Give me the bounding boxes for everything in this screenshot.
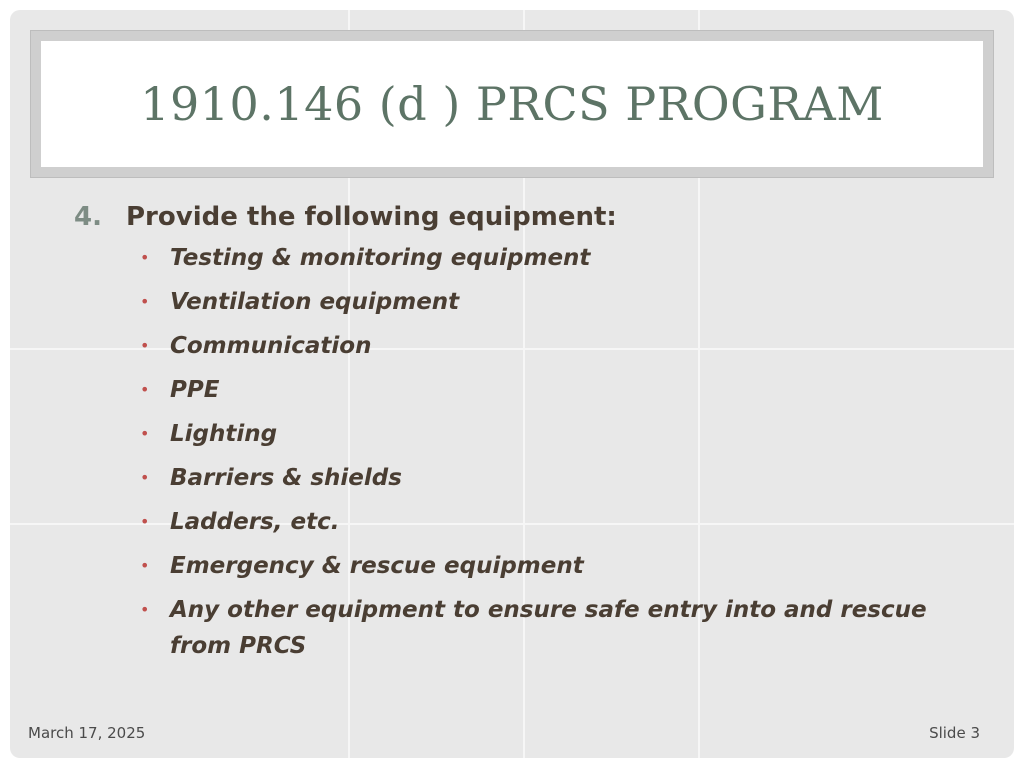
list-item (140, 328, 954, 364)
list-item-text: Any other equipment to ensure safe entry into and rescue from PRCS (170, 597, 927, 659)
list-item (140, 548, 954, 584)
footer-date: March 17, 2025 (28, 724, 146, 742)
bullet-icon: • (140, 556, 150, 575)
title-box (41, 41, 983, 167)
bullet-icon: • (140, 248, 150, 267)
list-item-text: PPE (170, 377, 220, 403)
bullet-icon: • (140, 292, 150, 311)
list-item (140, 504, 954, 540)
bullet-icon: • (140, 600, 150, 619)
list-item-text: Emergency & rescue equipment (170, 553, 584, 579)
list-item-text: Testing & monitoring equipment (170, 245, 591, 271)
title-frame (30, 30, 994, 178)
list-item (140, 460, 954, 496)
bullet-icon: • (140, 512, 150, 531)
list-item-text: Ladders, etc. (170, 509, 340, 535)
list-item (140, 372, 954, 408)
list-item (140, 592, 954, 664)
slide-number: Slide 3 (929, 724, 980, 742)
bullet-icon: • (140, 468, 150, 487)
bullet-icon: • (140, 424, 150, 443)
list-item-text: Communication (170, 333, 372, 359)
list-item-text: Lighting (170, 421, 278, 447)
equipment-list (74, 240, 954, 664)
list-item-text: Ventilation equipment (170, 289, 460, 315)
item-text: Provide the following equipment: (126, 202, 617, 232)
bullet-icon: • (140, 336, 150, 355)
slide-content (74, 202, 954, 672)
numbered-item (74, 202, 954, 232)
list-item (140, 284, 954, 320)
list-item (140, 240, 954, 276)
list-item (140, 416, 954, 452)
item-number: 4. (74, 202, 102, 232)
list-item-text: Barriers & shields (170, 465, 402, 491)
bullet-icon: • (140, 380, 150, 399)
slide (10, 10, 1014, 758)
slide-title: 1910.146 (d ) PRCS PROGRAM (140, 77, 884, 131)
